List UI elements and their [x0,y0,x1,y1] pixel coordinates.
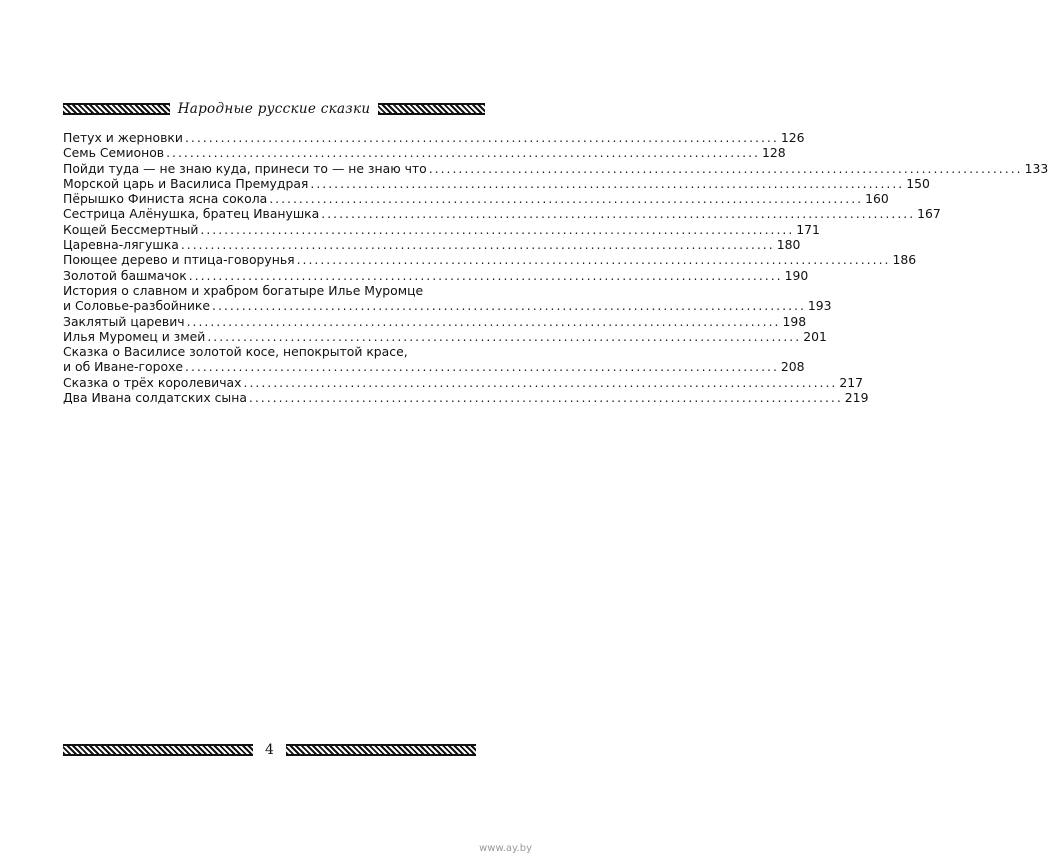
toc-entry-title: Сказка о трёх королевичах [63,374,242,390]
ornament-left [63,744,253,756]
toc-entry-title: Кощей Бессмертный [63,221,199,237]
toc-entry [63,252,917,268]
toc-entry-page: 198 [782,313,807,329]
toc-entry-page: 126 [780,130,805,145]
toc-entry-title-line1: История о славном и храбром богатыре Илье Муромце [63,282,424,298]
toc-entry [63,191,889,207]
toc-entry [63,344,805,375]
toc-entry [63,160,1048,176]
toc-entry-title: и об Иване-горохе [63,359,184,375]
leader-dots: .................................................................................................... [243,374,838,390]
toc-entry [63,221,820,237]
leader-dots: .................................................................................................... [180,237,775,253]
toc-entry-page: 208 [780,359,805,375]
toc-entry [63,313,807,329]
watermark: www.ay.by [479,843,532,854]
toc-entry-title: Два Ивана солдатских сына [63,390,247,406]
leader-dots: .................................................................................................... [184,130,779,145]
toc-entry-page: 180 [776,237,801,253]
leader-dots: .................................................................................................... [200,221,795,237]
leader-dots: .................................................................................................... [186,313,781,329]
toc-entry-title: и Соловье-разбойнике [63,298,211,314]
toc-entry-title: Заклятый царевич [63,313,185,329]
toc-entry-title: Царевна-лягушка [63,237,179,253]
leader-dots: .................................................................................................... [428,160,1023,176]
toc-entry-title: Пойди туда — не знаю куда, принеси то — не знаю что [63,160,427,176]
toc-entry-page: 219 [844,390,869,406]
toc-entry [63,175,930,191]
toc-entry-title: Пёрышко Финиста ясна сокола [63,191,268,207]
ornament-left [63,103,170,115]
toc-entry-page: 171 [796,221,820,237]
toc-entry-page: 201 [803,328,827,344]
leader-dots: .................................................................................................... [188,267,783,283]
leader-dots: .................................................................................................... [248,390,843,406]
toc-entry [63,282,832,314]
leader-dots: .................................................................................................... [321,206,916,222]
leader-dots: .................................................................................................... [212,298,806,314]
running-header [63,98,485,120]
toc-entry-title: Поющее дерево и птица-говорунья [63,252,295,268]
toc-entry-page: 190 [784,267,809,283]
toc-entry-page: 193 [807,298,832,314]
leader-dots: .................................................................................................... [296,252,891,268]
toc-entry-page: 133 [1024,160,1048,176]
toc-entry [63,206,941,222]
leader-dots: .................................................................................................... [269,191,864,207]
toc-entry [63,237,801,253]
leader-dots: .................................................................................................... [310,175,905,191]
toc-entry-title: Илья Муромец и змей [63,328,206,344]
toc-entry [63,328,827,344]
leader-dots: .................................................................................................... [166,145,760,161]
leader-dots: .................................................................................................... [185,359,779,375]
toc-entry-page: 217 [839,374,864,390]
toc-entry-title-line1: Сказка о Василисе золотой косе, непокрытой красе, [63,344,408,360]
toc-entry-title: Сестрица Алёнушка, братец Иванушка [63,206,320,222]
toc-entry [63,130,805,145]
page-number: 4 [265,742,274,758]
page-footer [63,740,485,760]
toc-entry-page: 167 [917,206,941,222]
toc-entry-title: Петух и жерновки [63,130,183,145]
toc-entry [63,145,786,161]
toc-entry-page: 160 [865,191,889,207]
toc-entry-page: 128 [761,145,786,161]
running-header-title: Народные русские сказки [177,101,371,117]
toc-entry [63,267,809,283]
table-of-contents [63,130,1048,406]
toc-entry [63,390,869,406]
ornament-right [286,744,476,756]
ornament-right [378,103,485,115]
toc-entry-page: 186 [892,252,917,268]
toc-entry-title: Золотой башмачок [63,267,187,283]
toc-entry-title: Семь Семионов [63,145,165,161]
leader-dots: .................................................................................................... [207,328,802,344]
toc-entry-page: 150 [906,175,930,191]
toc-entry [63,374,864,390]
toc-entry-title: Морской царь и Василиса Премудрая [63,175,309,191]
